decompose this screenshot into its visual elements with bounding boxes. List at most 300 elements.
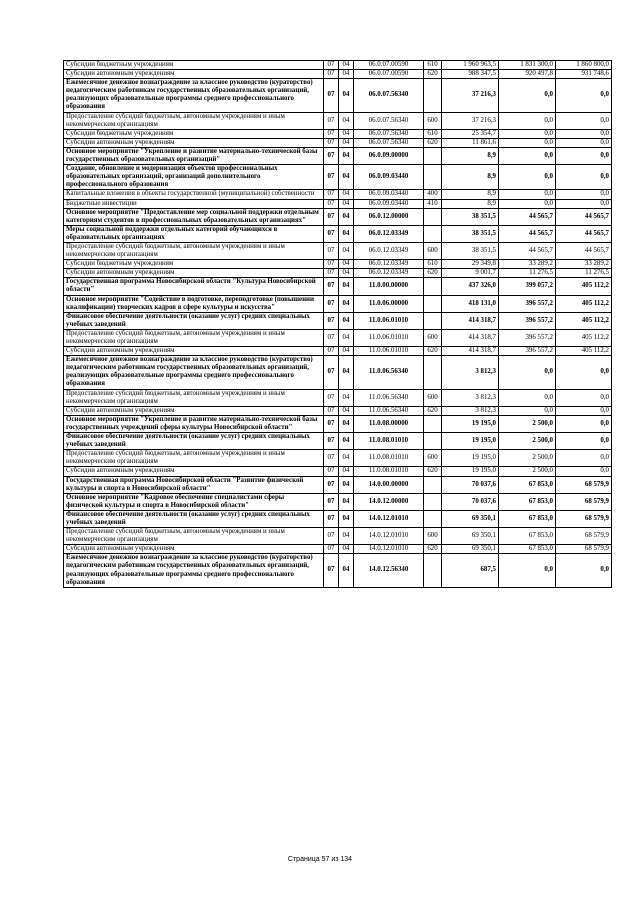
- section-code-cell: 07: [324, 129, 339, 138]
- table-row: [64, 165, 612, 190]
- expense-type-code-cell: 600: [424, 112, 442, 129]
- subsection-code-cell: 04: [339, 208, 354, 225]
- amount-year2-cell: 0,0: [499, 165, 556, 190]
- expense-type-code-cell: 600: [424, 450, 442, 467]
- amount-year2-cell: 0,0: [499, 79, 556, 112]
- amount-year2-cell: 0,0: [499, 147, 556, 164]
- target-item-code-cell: 06.0.12.03349: [354, 269, 424, 278]
- amount-year3-cell: 405 112,2: [556, 347, 612, 356]
- amount-year1-cell: 418 131,0: [442, 295, 499, 312]
- amount-year1-cell: 3 812,3: [442, 356, 499, 389]
- expense-type-code-cell: [424, 79, 442, 112]
- target-item-code-cell: 06.0.12.00000: [354, 208, 424, 225]
- section-code-cell: 07: [324, 208, 339, 225]
- section-code-cell: 07: [324, 242, 339, 259]
- expense-type-code-cell: 600: [424, 389, 442, 406]
- amount-year3-cell: 0,0: [556, 554, 612, 587]
- target-item-code-cell: 11.0.06.01010: [354, 329, 424, 346]
- amount-year1-cell: 38 351,5: [442, 242, 499, 259]
- target-item-code-cell: 11.0.06.56340: [354, 356, 424, 389]
- amount-year1-cell: 3 812,3: [442, 389, 499, 406]
- amount-year3-cell: 405 112,2: [556, 295, 612, 312]
- amount-year3-cell: 405 112,2: [556, 278, 612, 295]
- expense-name-cell: Основное мероприятие "Содействие в подготовке, переподготовке (повышении квалификации) творческих кадров в сфере культуры и искусства": [64, 295, 324, 312]
- expense-type-code-cell: 610: [424, 260, 442, 269]
- section-code-cell: 07: [324, 329, 339, 346]
- expense-type-code-cell: 620: [424, 545, 442, 554]
- target-item-code-cell: 14.0.00.00000: [354, 476, 424, 493]
- table-row: [64, 415, 612, 432]
- subsection-code-cell: 04: [339, 329, 354, 346]
- amount-year2-cell: 0,0: [499, 112, 556, 129]
- expense-name-cell: Государственная программа Новосибирской области "Развитие физической культуры и спорта в Новосибирской области": [64, 476, 324, 493]
- expense-type-code-cell: 610: [424, 61, 442, 70]
- table-row: [64, 112, 612, 129]
- amount-year3-cell: 405 112,2: [556, 329, 612, 346]
- amount-year1-cell: 988 347,5: [442, 70, 499, 79]
- subsection-code-cell: 04: [339, 554, 354, 587]
- expense-type-code-cell: 600: [424, 528, 442, 545]
- amount-year1-cell: 25 354,7: [442, 129, 499, 138]
- table-row: [64, 450, 612, 467]
- expense-name-cell: Предоставление субсидий бюджетным, автономным учреждениям и иным некоммерческим организациям: [64, 389, 324, 406]
- table-row: [64, 389, 612, 406]
- amount-year1-cell: 9 001,7: [442, 269, 499, 278]
- target-item-code-cell: 06.0.09.00000: [354, 147, 424, 164]
- section-code-cell: 07: [324, 528, 339, 545]
- amount-year3-cell: 0,0: [556, 129, 612, 138]
- amount-year2-cell: 2 500,0: [499, 467, 556, 476]
- section-code-cell: 07: [324, 112, 339, 129]
- expense-name-cell: Ежемесячное денежное вознаграждение за классное руководство (кураторство) педагогическим работникам государственных образовательных организаций, реализующих образовательные программы среднего профессионального образования: [64, 79, 324, 112]
- subsection-code-cell: 04: [339, 312, 354, 329]
- expense-name-cell: Меры социальной поддержки отдельных категорий обучающихся в образовательных организациях: [64, 225, 324, 242]
- expense-name-cell: Субсидии автономным учреждениям: [64, 269, 324, 278]
- section-code-cell: 07: [324, 389, 339, 406]
- amount-year3-cell: 33 289,2: [556, 260, 612, 269]
- amount-year2-cell: 67 853,0: [499, 493, 556, 510]
- table-row: [64, 199, 612, 208]
- amount-year1-cell: 37 216,3: [442, 79, 499, 112]
- amount-year3-cell: 0,0: [556, 433, 612, 450]
- subsection-code-cell: 04: [339, 138, 354, 147]
- expense-name-cell: Субсидии автономным учреждениям: [64, 138, 324, 147]
- amount-year3-cell: 44 565,7: [556, 242, 612, 259]
- table-row: [64, 406, 612, 415]
- section-code-cell: 07: [324, 347, 339, 356]
- amount-year3-cell: 0,0: [556, 415, 612, 432]
- expense-name-cell: Предоставление субсидий бюджетным, автономным учреждениям и иным некоммерческим организациям: [64, 528, 324, 545]
- amount-year2-cell: 0,0: [499, 389, 556, 406]
- section-code-cell: 07: [324, 269, 339, 278]
- amount-year3-cell: 68 579,9: [556, 476, 612, 493]
- table-row: [64, 554, 612, 587]
- target-item-code-cell: 14.0.12.01010: [354, 510, 424, 527]
- subsection-code-cell: 04: [339, 545, 354, 554]
- amount-year1-cell: 19 195,0: [442, 415, 499, 432]
- section-code-cell: 07: [324, 190, 339, 199]
- expense-name-cell: Ежемесячное денежное вознаграждение за классное руководство (кураторство) педагогическим работникам государственных образовательных организаций, реализующих образовательные программы среднего профессионального образования: [64, 356, 324, 389]
- target-item-code-cell: 06.0.12.03349: [354, 242, 424, 259]
- section-code-cell: 07: [324, 79, 339, 112]
- section-code-cell: 07: [324, 225, 339, 242]
- table-row: [64, 433, 612, 450]
- amount-year3-cell: 44 565,7: [556, 208, 612, 225]
- expense-type-code-cell: [424, 476, 442, 493]
- section-code-cell: 07: [324, 450, 339, 467]
- subsection-code-cell: 04: [339, 295, 354, 312]
- table-row: [64, 242, 612, 259]
- section-code-cell: 07: [324, 433, 339, 450]
- amount-year3-cell: 0,0: [556, 199, 612, 208]
- amount-year2-cell: 0,0: [499, 406, 556, 415]
- expense-name-cell: Субсидии бюджетным учреждениям: [64, 260, 324, 269]
- subsection-code-cell: 04: [339, 356, 354, 389]
- amount-year2-cell: 44 565,7: [499, 225, 556, 242]
- amount-year1-cell: 69 350,1: [442, 528, 499, 545]
- expense-type-code-cell: [424, 278, 442, 295]
- expense-name-cell: Бюджетные инвестиции: [64, 199, 324, 208]
- amount-year2-cell: 396 557,2: [499, 347, 556, 356]
- expense-name-cell: Субсидии автономным учреждениям: [64, 467, 324, 476]
- expense-type-code-cell: [424, 554, 442, 587]
- target-item-code-cell: 11.0.06.56340: [354, 389, 424, 406]
- amount-year2-cell: 2 500,0: [499, 415, 556, 432]
- amount-year1-cell: 1 960 963,5: [442, 61, 499, 70]
- amount-year2-cell: 2 500,0: [499, 433, 556, 450]
- amount-year2-cell: 0,0: [499, 356, 556, 389]
- subsection-code-cell: 04: [339, 493, 354, 510]
- amount-year1-cell: 38 351,5: [442, 208, 499, 225]
- amount-year3-cell: 68 579,9: [556, 528, 612, 545]
- expense-type-code-cell: 620: [424, 406, 442, 415]
- section-code-cell: 07: [324, 278, 339, 295]
- budget-table: [63, 60, 612, 588]
- table-row: [64, 269, 612, 278]
- amount-year2-cell: 67 853,0: [499, 528, 556, 545]
- target-item-code-cell: 06.0.07.00590: [354, 70, 424, 79]
- subsection-code-cell: 04: [339, 225, 354, 242]
- expense-type-code-cell: 600: [424, 329, 442, 346]
- subsection-code-cell: 04: [339, 433, 354, 450]
- amount-year3-cell: 0,0: [556, 467, 612, 476]
- expense-name-cell: Субсидии бюджетным учреждениям: [64, 61, 324, 70]
- expense-name-cell: Финансовое обеспечение деятельности (оказание услуг) средних специальных учебных заведений: [64, 510, 324, 527]
- target-item-code-cell: 11.0.08.01010: [354, 433, 424, 450]
- amount-year2-cell: 0,0: [499, 190, 556, 199]
- amount-year2-cell: 396 557,2: [499, 295, 556, 312]
- amount-year2-cell: 2 500,0: [499, 450, 556, 467]
- target-item-code-cell: 11.0.06.01010: [354, 347, 424, 356]
- amount-year1-cell: 8,9: [442, 147, 499, 164]
- amount-year1-cell: 687,5: [442, 554, 499, 587]
- subsection-code-cell: 04: [339, 389, 354, 406]
- expense-type-code-cell: [424, 295, 442, 312]
- subsection-code-cell: 04: [339, 528, 354, 545]
- subsection-code-cell: 04: [339, 510, 354, 527]
- section-code-cell: 07: [324, 312, 339, 329]
- amount-year1-cell: 11 861,6: [442, 138, 499, 147]
- table-row: [64, 278, 612, 295]
- amount-year3-cell: 0,0: [556, 79, 612, 112]
- expense-name-cell: Основное мероприятие "Кадровое обеспечение специалистами сферы физической культуры и спорта в Новосибирской области": [64, 493, 324, 510]
- amount-year3-cell: 44 565,7: [556, 225, 612, 242]
- section-code-cell: 07: [324, 476, 339, 493]
- target-item-code-cell: 06.0.12.03349: [354, 225, 424, 242]
- section-code-cell: 07: [324, 70, 339, 79]
- section-code-cell: 07: [324, 138, 339, 147]
- subsection-code-cell: 04: [339, 165, 354, 190]
- amount-year1-cell: 37 216,3: [442, 112, 499, 129]
- amount-year1-cell: 414 318,7: [442, 329, 499, 346]
- subsection-code-cell: 04: [339, 61, 354, 70]
- amount-year1-cell: 29 349,8: [442, 260, 499, 269]
- subsection-code-cell: 04: [339, 278, 354, 295]
- subsection-code-cell: 04: [339, 476, 354, 493]
- amount-year1-cell: 437 326,0: [442, 278, 499, 295]
- expense-name-cell: Основное мероприятие "Укрепление и развитие материально-технической базы государственных образовательных организаций": [64, 147, 324, 164]
- section-code-cell: 07: [324, 147, 339, 164]
- table-row: [64, 347, 612, 356]
- amount-year1-cell: 70 037,6: [442, 493, 499, 510]
- amount-year1-cell: 19 195,0: [442, 467, 499, 476]
- expense-type-code-cell: [424, 147, 442, 164]
- expense-name-cell: Финансовое обеспечение деятельности (оказание услуг) средних специальных учебных заведений: [64, 433, 324, 450]
- table-row: [64, 312, 612, 329]
- subsection-code-cell: 04: [339, 70, 354, 79]
- target-item-code-cell: 06.0.09.03440: [354, 165, 424, 190]
- amount-year1-cell: 69 350,1: [442, 545, 499, 554]
- subsection-code-cell: 04: [339, 450, 354, 467]
- table-row: [64, 545, 612, 554]
- table-row: [64, 528, 612, 545]
- table-row: [64, 467, 612, 476]
- amount-year2-cell: 67 853,0: [499, 476, 556, 493]
- expense-name-cell: Государственная программа Новосибирской области "Культура Новосибирской области": [64, 278, 324, 295]
- section-code-cell: 07: [324, 260, 339, 269]
- amount-year3-cell: 68 579,9: [556, 493, 612, 510]
- subsection-code-cell: 04: [339, 147, 354, 164]
- amount-year1-cell: 8,9: [442, 199, 499, 208]
- section-code-cell: 07: [324, 61, 339, 70]
- amount-year3-cell: 931 748,6: [556, 70, 612, 79]
- amount-year3-cell: 0,0: [556, 112, 612, 129]
- section-code-cell: 07: [324, 545, 339, 554]
- amount-year3-cell: 0,0: [556, 450, 612, 467]
- amount-year2-cell: 399 057,2: [499, 278, 556, 295]
- expense-name-cell: Субсидии автономным учреждениям: [64, 406, 324, 415]
- expense-type-code-cell: [424, 493, 442, 510]
- amount-year1-cell: 3 812,3: [442, 406, 499, 415]
- expense-type-code-cell: [424, 225, 442, 242]
- amount-year1-cell: 69 350,1: [442, 510, 499, 527]
- table-row: [64, 510, 612, 527]
- section-code-cell: 07: [324, 554, 339, 587]
- amount-year2-cell: 396 557,2: [499, 329, 556, 346]
- subsection-code-cell: 04: [339, 190, 354, 199]
- amount-year1-cell: 8,9: [442, 190, 499, 199]
- expense-name-cell: Субсидии автономным учреждениям: [64, 545, 324, 554]
- expense-name-cell: Субсидии бюджетным учреждениям: [64, 129, 324, 138]
- section-code-cell: 07: [324, 415, 339, 432]
- section-code-cell: 07: [324, 510, 339, 527]
- subsection-code-cell: 04: [339, 269, 354, 278]
- table-row: [64, 260, 612, 269]
- amount-year3-cell: 68 579,9: [556, 510, 612, 527]
- subsection-code-cell: 04: [339, 415, 354, 432]
- amount-year3-cell: 68 579,9: [556, 545, 612, 554]
- expense-name-cell: Создание, обновление и модернизация объектов профессиональных образовательных организаций, организаций дополнительного профессионального образования: [64, 165, 324, 190]
- amount-year2-cell: 396 557,2: [499, 312, 556, 329]
- expense-type-code-cell: 400: [424, 190, 442, 199]
- expense-name-cell: Предоставление субсидий бюджетным, автономным учреждениям и иным некоммерческим организациям: [64, 112, 324, 129]
- expense-type-code-cell: 620: [424, 467, 442, 476]
- table-row: [64, 129, 612, 138]
- amount-year1-cell: 8,9: [442, 165, 499, 190]
- amount-year3-cell: 0,0: [556, 190, 612, 199]
- amount-year2-cell: 920 497,8: [499, 70, 556, 79]
- amount-year3-cell: 405 112,2: [556, 312, 612, 329]
- table-row: [64, 356, 612, 389]
- target-item-code-cell: 11.0.06.01010: [354, 312, 424, 329]
- target-item-code-cell: 06.0.09.03440: [354, 199, 424, 208]
- expense-type-code-cell: [424, 415, 442, 432]
- expense-type-code-cell: 620: [424, 70, 442, 79]
- section-code-cell: 07: [324, 406, 339, 415]
- amount-year2-cell: 0,0: [499, 199, 556, 208]
- amount-year2-cell: 67 853,0: [499, 545, 556, 554]
- target-item-code-cell: 06.0.09.03440: [354, 190, 424, 199]
- table-row: [64, 329, 612, 346]
- subsection-code-cell: 04: [339, 347, 354, 356]
- expense-type-code-cell: 610: [424, 129, 442, 138]
- target-item-code-cell: 11.0.00.00000: [354, 278, 424, 295]
- target-item-code-cell: 11.0.08.01010: [354, 450, 424, 467]
- amount-year2-cell: 11 276,5: [499, 269, 556, 278]
- target-item-code-cell: 11.0.08.01010: [354, 467, 424, 476]
- target-item-code-cell: 14.0.12.01010: [354, 528, 424, 545]
- target-item-code-cell: 14.0.12.01010: [354, 545, 424, 554]
- target-item-code-cell: 06.0.07.56340: [354, 129, 424, 138]
- expense-name-cell: Основное мероприятие "Предоставление мер социальной поддержки отдельным категориям студентов в профессиональных образовательных организациях": [64, 208, 324, 225]
- amount-year2-cell: 67 853,0: [499, 510, 556, 527]
- table-row: [64, 61, 612, 70]
- table-row: [64, 190, 612, 199]
- expense-name-cell: Предоставление субсидий бюджетным, автономным учреждениям и иным некоммерческим организациям: [64, 242, 324, 259]
- section-code-cell: 07: [324, 165, 339, 190]
- amount-year2-cell: 33 289,2: [499, 260, 556, 269]
- amount-year3-cell: 0,0: [556, 356, 612, 389]
- target-item-code-cell: 06.0.12.03349: [354, 260, 424, 269]
- expense-name-cell: Субсидии автономным учреждениям: [64, 70, 324, 79]
- amount-year2-cell: 44 565,7: [499, 242, 556, 259]
- table-row: [64, 79, 612, 112]
- subsection-code-cell: 04: [339, 112, 354, 129]
- target-item-code-cell: 14.0.12.00000: [354, 493, 424, 510]
- target-item-code-cell: 06.0.07.56340: [354, 112, 424, 129]
- section-code-cell: 07: [324, 295, 339, 312]
- expense-type-code-cell: [424, 510, 442, 527]
- section-code-cell: 07: [324, 356, 339, 389]
- target-item-code-cell: 11.0.06.00000: [354, 295, 424, 312]
- amount-year2-cell: 0,0: [499, 129, 556, 138]
- amount-year1-cell: 19 195,0: [442, 450, 499, 467]
- expense-name-cell: Основное мероприятие "Укрепление и развитие материально-технической базы государственных учреждений сферы культуры Новосибирской области": [64, 415, 324, 432]
- amount-year3-cell: 0,0: [556, 147, 612, 164]
- table-row: [64, 70, 612, 79]
- amount-year1-cell: 414 318,7: [442, 347, 499, 356]
- subsection-code-cell: 04: [339, 199, 354, 208]
- amount-year1-cell: 19 195,0: [442, 433, 499, 450]
- target-item-code-cell: 11.0.08.00000: [354, 415, 424, 432]
- amount-year3-cell: 0,0: [556, 389, 612, 406]
- expense-name-cell: Предоставление субсидий бюджетным, автономным учреждениям и иным некоммерческим организациям: [64, 329, 324, 346]
- amount-year3-cell: 11 276,5: [556, 269, 612, 278]
- table-row: [64, 476, 612, 493]
- subsection-code-cell: 04: [339, 242, 354, 259]
- expense-name-cell: Капитальные вложения в объекты государственной (муниципальной) собственности: [64, 190, 324, 199]
- amount-year3-cell: 0,0: [556, 165, 612, 190]
- target-item-code-cell: 06.0.07.56340: [354, 79, 424, 112]
- expense-name-cell: Ежемесячное денежное вознаграждение за классное руководство (кураторство) педагогическим работникам государственных образовательных организаций, реализующих образовательные программы среднего профессионального образования: [64, 554, 324, 587]
- expense-type-code-cell: [424, 165, 442, 190]
- expense-type-code-cell: [424, 208, 442, 225]
- table-row: [64, 225, 612, 242]
- amount-year3-cell: 1 860 800,0: [556, 61, 612, 70]
- expense-name-cell: Субсидии автономным учреждениям: [64, 347, 324, 356]
- subsection-code-cell: 04: [339, 129, 354, 138]
- table-body: [64, 61, 612, 588]
- expense-type-code-cell: 620: [424, 347, 442, 356]
- section-code-cell: 07: [324, 467, 339, 476]
- page-footer: Страница 57 из 134: [287, 856, 353, 863]
- target-item-code-cell: 06.0.07.56340: [354, 138, 424, 147]
- amount-year1-cell: 70 037,6: [442, 476, 499, 493]
- amount-year3-cell: 0,0: [556, 406, 612, 415]
- expense-type-code-cell: 600: [424, 242, 442, 259]
- subsection-code-cell: 04: [339, 79, 354, 112]
- section-code-cell: 07: [324, 199, 339, 208]
- target-item-code-cell: 06.0.07.00590: [354, 61, 424, 70]
- expense-name-cell: Финансовое обеспечение деятельности (оказание услуг) средних специальных учебных заведений: [64, 312, 324, 329]
- expense-name-cell: Предоставление субсидий бюджетным, автономным учреждениям и иным некоммерческим организациям: [64, 450, 324, 467]
- section-code-cell: 07: [324, 493, 339, 510]
- expense-type-code-cell: 620: [424, 138, 442, 147]
- amount-year1-cell: 414 318,7: [442, 312, 499, 329]
- amount-year2-cell: 0,0: [499, 138, 556, 147]
- expense-type-code-cell: 410: [424, 199, 442, 208]
- amount-year1-cell: 38 351,5: [442, 225, 499, 242]
- table-row: [64, 295, 612, 312]
- amount-year2-cell: 44 565,7: [499, 208, 556, 225]
- table-row: [64, 138, 612, 147]
- expense-type-code-cell: [424, 312, 442, 329]
- amount-year2-cell: 0,0: [499, 554, 556, 587]
- subsection-code-cell: 04: [339, 467, 354, 476]
- subsection-code-cell: 04: [339, 406, 354, 415]
- table-row: [64, 147, 612, 164]
- subsection-code-cell: 04: [339, 260, 354, 269]
- amount-year2-cell: 1 831 300,0: [499, 61, 556, 70]
- expense-type-code-cell: [424, 356, 442, 389]
- expense-type-code-cell: 620: [424, 269, 442, 278]
- target-item-code-cell: 11.0.06.56340: [354, 406, 424, 415]
- table-row: [64, 208, 612, 225]
- amount-year3-cell: 0,0: [556, 138, 612, 147]
- table-row: [64, 493, 612, 510]
- expense-type-code-cell: [424, 433, 442, 450]
- target-item-code-cell: 14.0.12.56340: [354, 554, 424, 587]
